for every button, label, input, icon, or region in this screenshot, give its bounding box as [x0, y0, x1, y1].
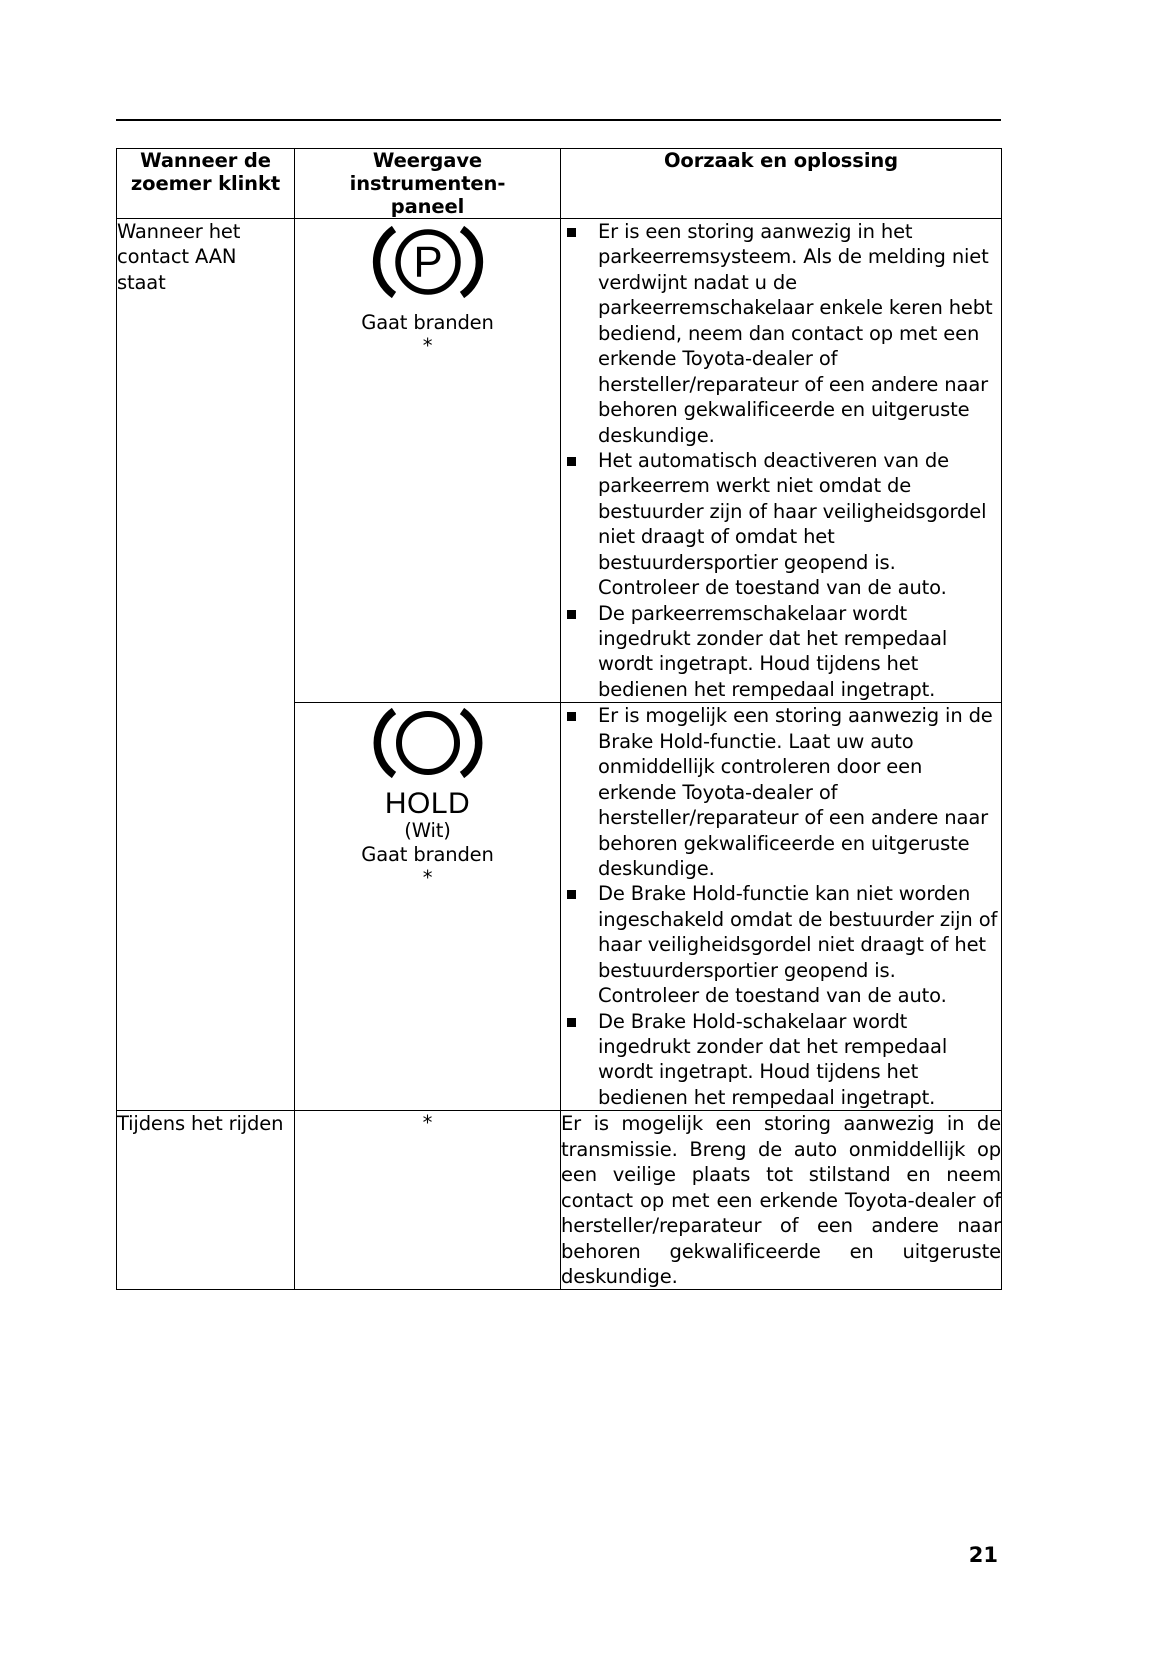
row-header-ignition-on [117, 219, 295, 1111]
column-header-cause-solution-line1: Oorzaak en oplossing [663, 149, 899, 172]
table-row [117, 219, 1002, 703]
cause-bullet-list [561, 219, 1001, 702]
display-caption-brake-hold [295, 819, 560, 887]
column-header-cause-solution [561, 149, 1002, 219]
table-row [117, 1111, 1002, 1290]
brake-hold-label: HOLD [384, 787, 471, 821]
display-cell-brake-hold [295, 703, 561, 1111]
row-header-ignition-on-line1: Wanneer het [117, 220, 241, 243]
display-cell-parking-brake [295, 219, 561, 703]
display-cell-transmission [295, 1111, 561, 1290]
column-header-instrument-display-line1: Weergave instrumenten- [349, 149, 506, 195]
svg-text:P: P [412, 237, 443, 287]
brake-hold-indicator-icon [364, 703, 492, 783]
list-item-text: Er is mogelijk een storing aanwezig in de Brake Hold-functie. Laat uw auto onmiddellijk controleren door een erkende Toyota-dealer of hersteller/reparateur of een andere naar behoren gekwalificeerde en uitgeruste deskundige. [598, 704, 993, 880]
page-number: 21 [968, 1543, 998, 1567]
display-caption-color: (Wit) [404, 819, 451, 843]
column-header-when-buzzer [117, 149, 295, 219]
column-header-when-buzzer-line1: Wanneer de [140, 149, 271, 172]
display-footnote-asterisk: * [422, 333, 433, 357]
row-header-ignition-on-line2: contact AAN [117, 245, 237, 269]
row-header-ignition-on-line3: staat [117, 270, 166, 294]
square-bullet-icon [567, 228, 576, 237]
list-item-text: Er is een storing aanwezig in het parkeerremsysteem. Als de melding niet verdwijnt nadat u de parkeerremschakelaar enkele keren hebt bediend, neem dan contact op met een erkende Toyota-dealer of hersteller/reparateur of een andere naar behoren gekwalificeerde en uitgeruste deskundige. [598, 220, 993, 447]
row-header-while-driving [117, 1111, 295, 1290]
display-footnote-asterisk: * [422, 1111, 433, 1135]
display-caption-line: Gaat branden [361, 843, 494, 867]
list-item-text: De parkeerremschakelaar wordt ingedrukt zonder dat het rempedaal wordt ingetrapt. Houd tijdens het bedienen het rempedaal ingetrapt. [598, 601, 948, 701]
list-item [561, 448, 1001, 601]
list-item [561, 601, 1001, 703]
square-bullet-icon [567, 457, 576, 466]
list-item-text: De Brake Hold-schakelaar wordt ingedrukt zonder dat het rempedaal wordt ingetrapt. Houd tijdens het bedienen het rempedaal ingetrapt. [598, 1009, 948, 1109]
list-item-text: De Brake Hold-functie kan niet worden ingeschakeld omdat de bestuurder zijn of haar veiligheidsgordel niet draagt of het bestuurdersportier geopend is. Controleer de toestand van de auto. [598, 882, 998, 1008]
parking-brake-warning-icon [364, 219, 492, 305]
cause-cell-brake-hold [561, 703, 1002, 1111]
row-header-while-driving-line1: Tijdens het rijden [117, 1112, 284, 1136]
cause-bullet-list [561, 703, 1001, 1110]
column-header-instrument-display-line2: paneel [390, 195, 465, 218]
square-bullet-icon [567, 890, 576, 899]
display-footnote-asterisk: * [422, 865, 433, 889]
display-caption-parking-brake [295, 311, 560, 355]
display-caption-line: Gaat branden [361, 310, 494, 334]
column-header-instrument-display [295, 149, 561, 219]
square-bullet-icon [567, 712, 576, 721]
warning-indicator-table [116, 148, 1002, 1290]
page-top-rule [116, 119, 1001, 121]
cause-paragraph: Er is mogelijk een storing aanwezig in de transmissie. Breng de auto onmiddellijk op een veilige plaats tot stilstand en neem contact op met een erkende Toyota-dealer of hersteller/reparateur of een andere naar behoren gekwalificeerde en uitgeruste deskundige. [561, 1112, 1001, 1288]
list-item [561, 703, 1001, 881]
column-header-when-buzzer-line2: zoemer klinkt [130, 172, 281, 195]
cause-cell-parking-brake [561, 219, 1002, 703]
square-bullet-icon [567, 1018, 576, 1027]
square-bullet-icon [567, 610, 576, 619]
cause-cell-transmission [561, 1111, 1002, 1290]
list-item [561, 881, 1001, 1008]
list-item [561, 219, 1001, 448]
list-item-text: Het automatisch deactiveren van de parkeerrem werkt niet omdat de bestuurder zijn of haar veiligheidsgordel niet draagt of omdat het bestuurdersportier geopend is. Controleer de toestand van de auto. [598, 448, 987, 600]
list-item [561, 1009, 1001, 1111]
table-header-row [117, 149, 1002, 219]
